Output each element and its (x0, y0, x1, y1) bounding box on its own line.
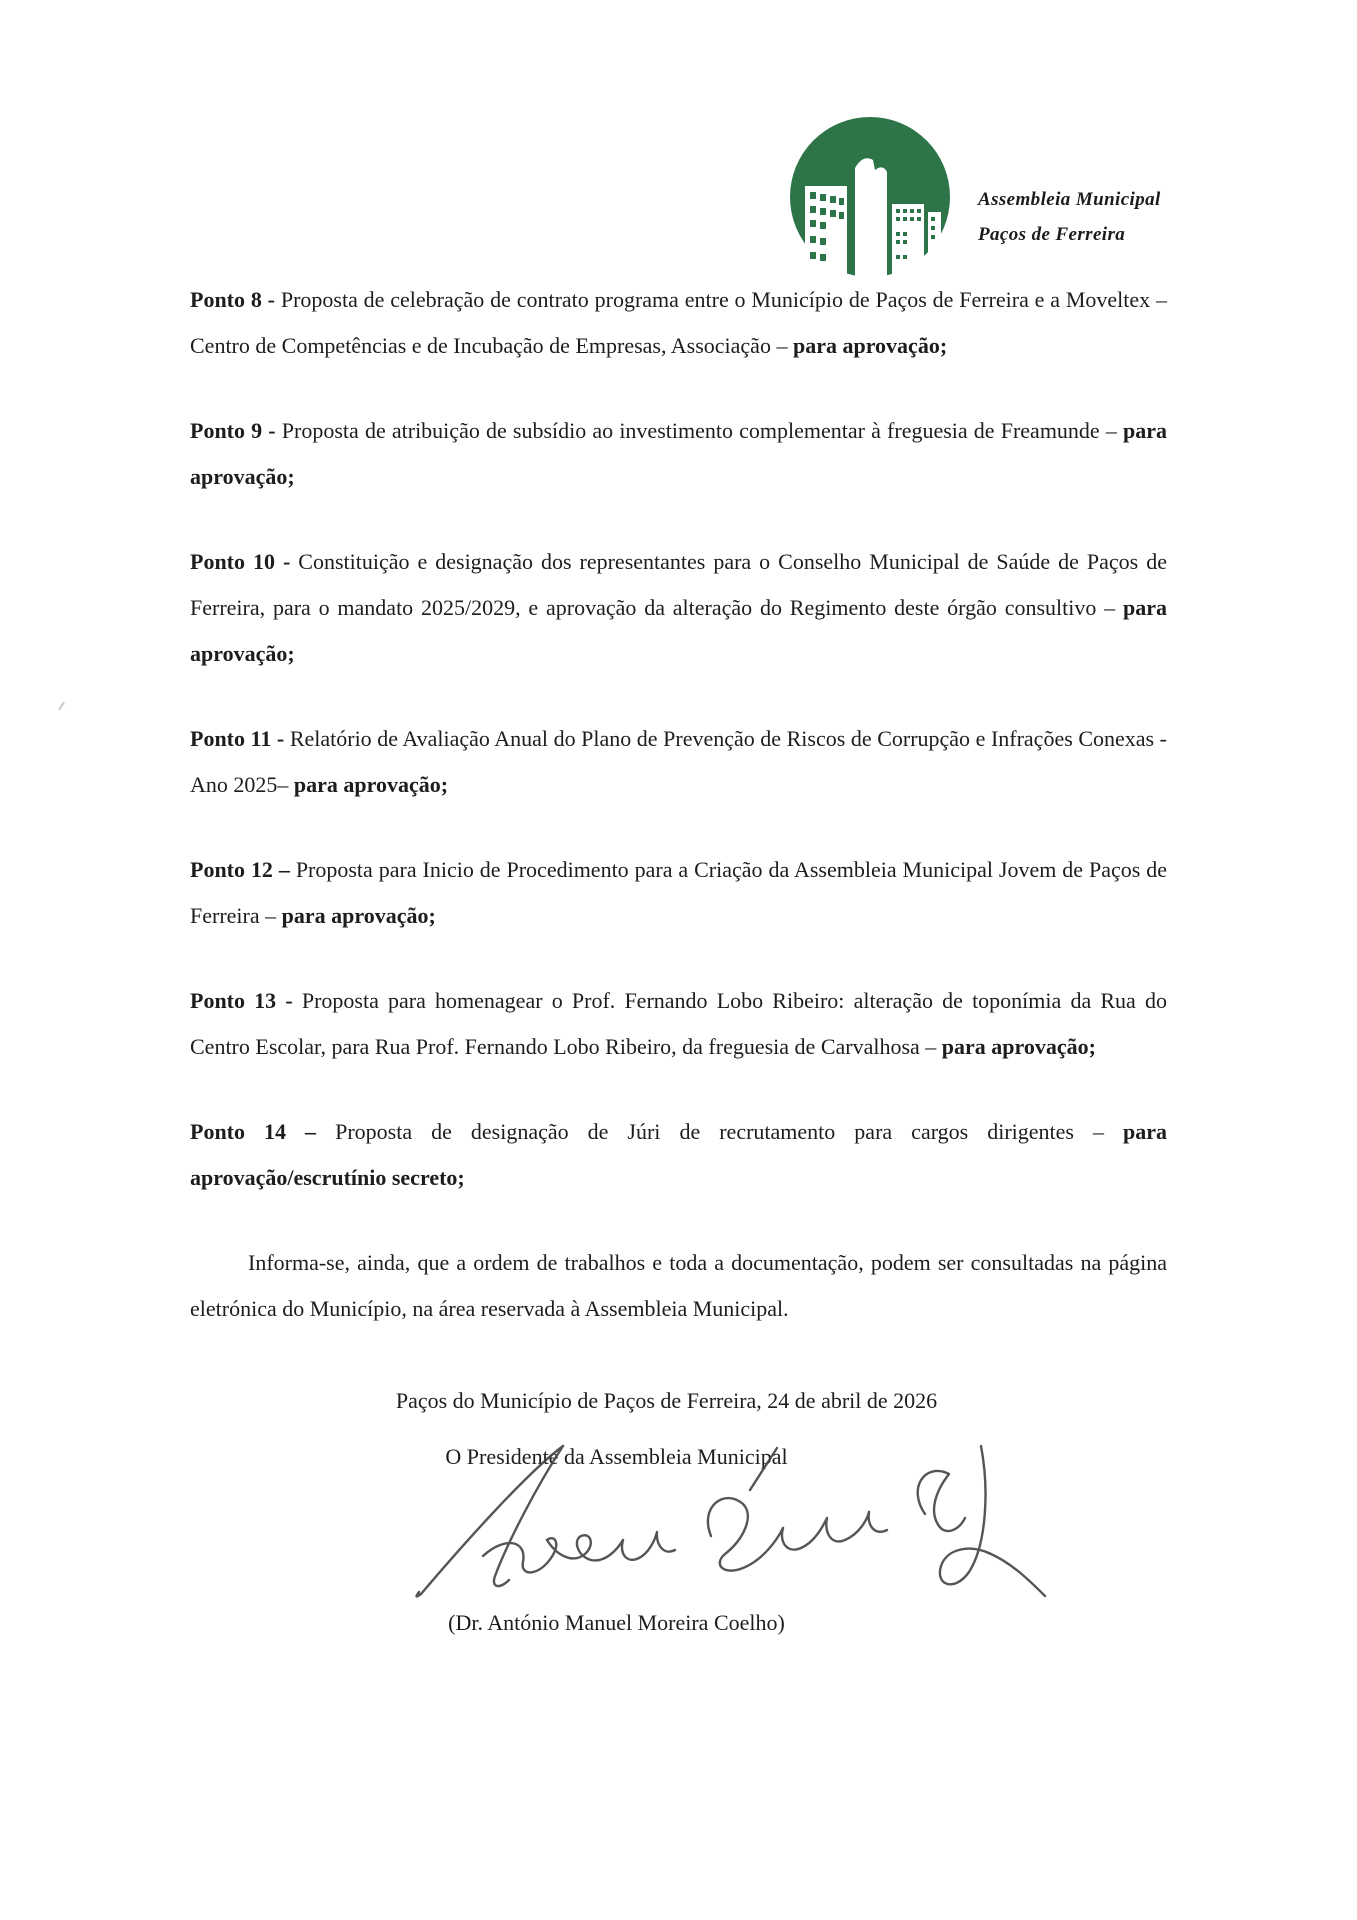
signer-name: (Dr. António Manuel Moreira Coelho) (448, 1610, 785, 1635)
closing-note: Informa-se, ainda, que a ordem de trabalhos e toda a documentação, podem ser consultadas na página eletrónica do Município, na área reservada à Assembleia Municipal. (190, 1250, 1167, 1321)
ponto-11-label: Ponto 11 - (190, 726, 290, 751)
place-date-line: Paços do Município de Paços de Ferreira, 24 de abril de 2026 (395, 1388, 938, 1413)
agenda-item-ponto-14 (190, 1109, 1167, 1201)
signature-handwritten (395, 1444, 1055, 1609)
org-name (978, 182, 1161, 252)
signer-title: O Presidente da Assembleia Municipal (445, 1444, 788, 1469)
document-body (190, 277, 1167, 1674)
ponto-8-decision: para aprovação; (792, 333, 948, 358)
ponto-14-text: Proposta de designação de Júri de recrutamento para cargos dirigentes – (335, 1119, 1124, 1144)
scan-speck (58, 702, 65, 711)
ponto-13-decision: para aprovação; (941, 1034, 1096, 1059)
ponto-12-label: Ponto 12 – (190, 857, 296, 882)
org-name-line1: Assembleia Municipal (978, 189, 1161, 210)
ponto-13-label: Ponto 13 - (190, 988, 302, 1013)
ponto-9-decision: para aprovação; (190, 418, 1168, 489)
org-name-line2: Paços de Ferreira (978, 224, 1126, 245)
ponto-12-text: Proposta para Inicio de Procedimento para a Criação da Assembleia Municipal Jovem de Paços de Ferreira – (190, 857, 1167, 928)
ponto-10-label: Ponto 10 - (190, 549, 299, 574)
agenda-item-ponto-12 (190, 847, 1167, 939)
agenda-item-ponto-11 (190, 716, 1167, 808)
ponto-8-label: Ponto 8 - (190, 287, 281, 312)
agenda-item-ponto-13 (190, 978, 1167, 1070)
ponto-13-text: Proposta para homenagear o Prof. Fernando Lobo Ribeiro: alteração de toponímia da Rua do Centro Escolar, para Rua Prof. Fernando Lobo Ribeiro, da freguesia de Carvalhosa – (190, 988, 1167, 1059)
ponto-10-decision: para aprovação; (190, 595, 1167, 666)
ponto-10-text: Constituição e designação dos representantes para o Conselho Municipal de Saúde de Paços de Ferreira, para o mandato 2025/2029, e aprovação da alteração do Regimento deste órgão consultivo – (190, 549, 1167, 620)
agenda-item-ponto-8 (190, 277, 1167, 369)
ponto-9-text: Proposta de atribuição de subsídio ao investimento complementar à freguesia de Freamunde – (281, 418, 1124, 443)
ponto-14-decision: para aprovação/escrutínio secreto; (190, 1119, 1168, 1190)
ponto-8-text: Proposta de celebração de contrato programa entre o Município de Paços de Ferreira e a Moveltex – Centro de Competências e de Incubação de Empresas, Associação – (190, 287, 1167, 358)
agenda-item-ponto-10 (190, 539, 1167, 677)
ponto-9-label: Ponto 9 - (190, 418, 282, 443)
agenda-item-ponto-9 (190, 408, 1167, 500)
ponto-14-label: Ponto 14 – (190, 1119, 336, 1144)
ponto-11-decision: para aprovação; (293, 772, 449, 797)
ponto-12-decision: para aprovação; (281, 903, 436, 928)
signature-block (190, 1434, 1167, 1674)
municipality-logo-icon (789, 116, 951, 286)
ponto-11-text: Relatório de Avaliação Anual do Plano de Prevenção de Riscos de Corrupção e Infrações Conexas - Ano 2025– (190, 726, 1167, 797)
